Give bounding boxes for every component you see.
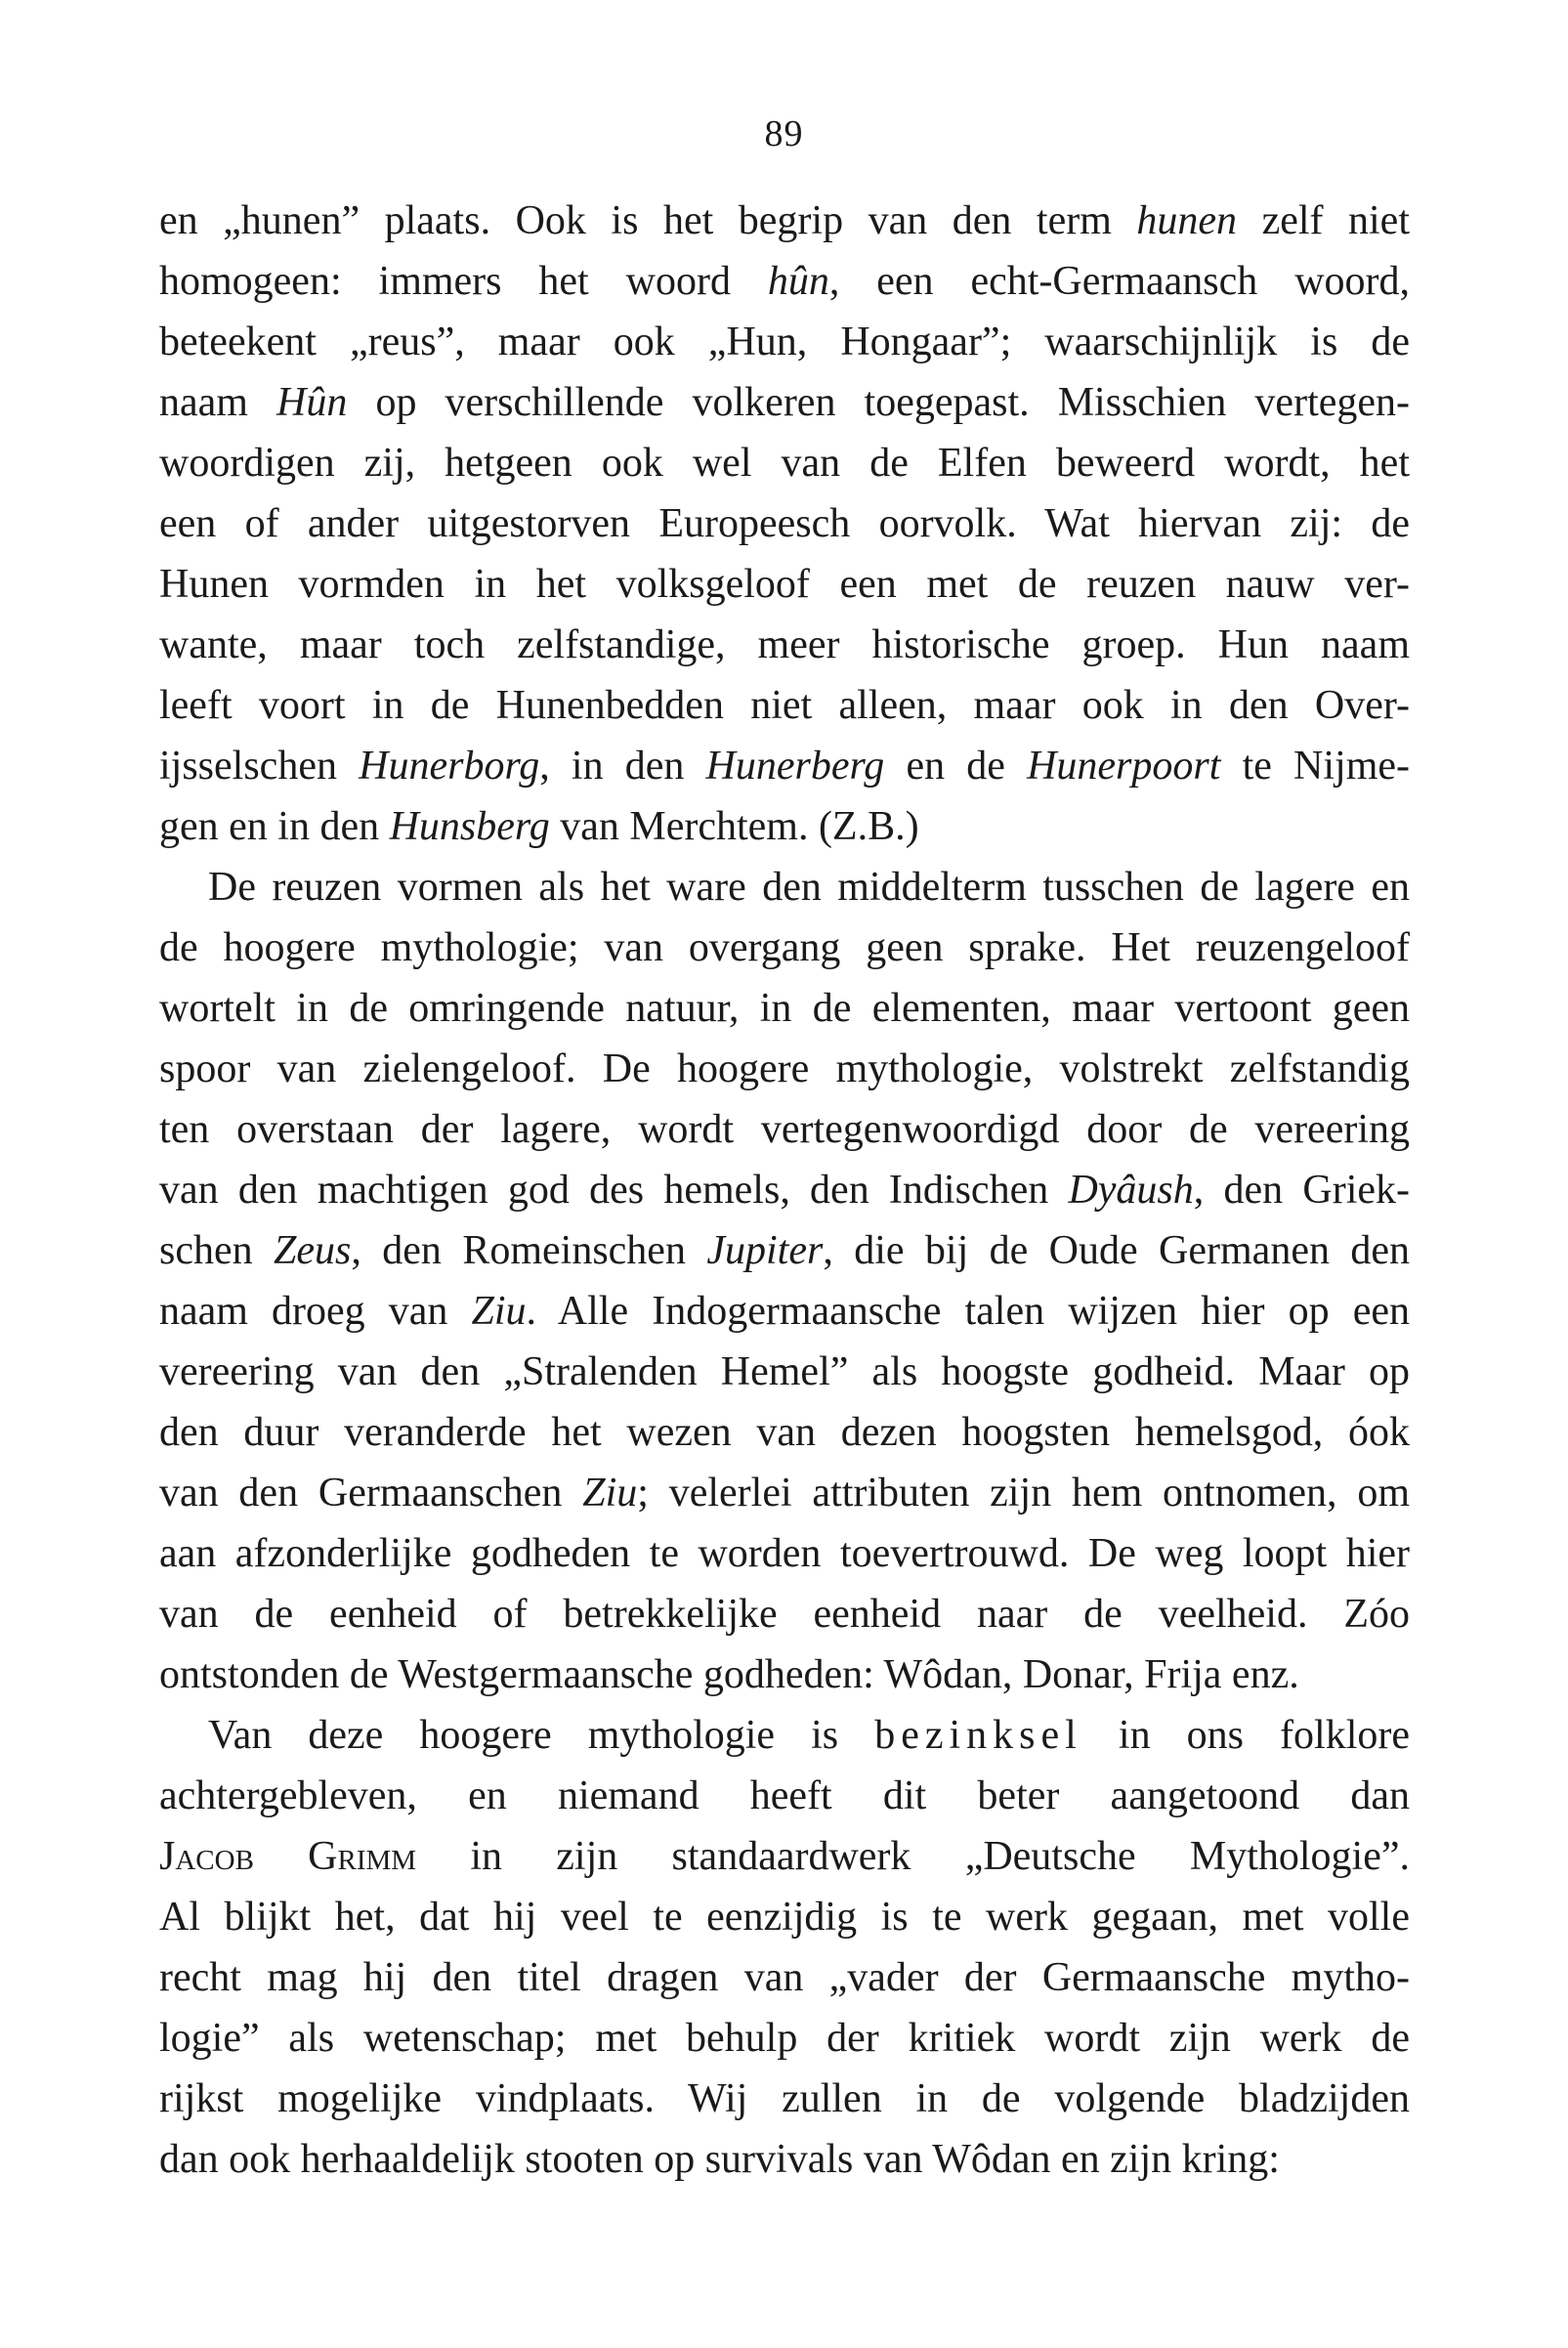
italic-term: Hunerberg (705, 744, 885, 789)
text-line (159, 1523, 1410, 1584)
page-number: 89 (764, 113, 804, 154)
paragraph-2 (159, 857, 1410, 1705)
text-segment: van den machtigen god des hemels, den Indischen (159, 1168, 1069, 1213)
text-segment: ; velerlei attributen zijn hem ontnomen, om (637, 1471, 1410, 1516)
text-line (159, 1705, 1410, 1766)
text-segment: aan afzonderlijke godheden te worden toevertrouwd. De weg loopt hier (159, 1531, 1410, 1576)
text-segment: ontstonden de Westgermaansche godheden: Wôdan, Donar, Frija enz. (159, 1652, 1299, 1697)
text-line (159, 554, 1410, 615)
text-segment: Van deze hoogere mythologie is (208, 1713, 875, 1758)
text-segment: van Merchtem. (Z.B.) (549, 804, 919, 849)
text-line (159, 1402, 1410, 1463)
text-line (159, 1826, 1410, 1887)
text-line (159, 1463, 1410, 1523)
text-line (159, 1160, 1410, 1220)
text-segment: , die bij de Oude Germanen den (823, 1228, 1410, 1273)
text-line (159, 1947, 1410, 2008)
text-line (159, 615, 1410, 675)
italic-term: hûn (767, 259, 829, 304)
text-line (159, 1887, 1410, 1947)
text-line (159, 1099, 1410, 1160)
text-segment: , den Romeinschen (351, 1228, 707, 1273)
text-segment: de hoogere mythologie; van overgang geen sprake. Het reuzengeloof (159, 925, 1410, 970)
text-segment: van de eenheid of betrekkelijke eenheid naar de veelheid. Zóo (159, 1592, 1410, 1637)
text-segment: Al blijkt het, dat hij veel te eenzijdig is te werk gegaan, met volle (159, 1895, 1410, 1940)
text-line (159, 857, 1410, 918)
author-name: Jacob Grimm (159, 1834, 417, 1879)
text-segment: woordigen zij, hetgeen ook wel van de Elfen beweerd wordt, het (159, 441, 1410, 486)
text-segment: Hunen vormden in het volksgeloof een met de reuzen nauw ver- (159, 562, 1410, 607)
text-segment: schen (159, 1228, 275, 1273)
text-segment: zelf niet (1237, 198, 1410, 243)
text-segment: een of ander uitgestorven Europeesch oorvolk. Wat hiervan zij: de (159, 501, 1410, 546)
text-segment: in ons folklore (1081, 1713, 1411, 1758)
italic-term: Hunsberg (389, 804, 550, 849)
italic-term: Dyâush (1068, 1168, 1194, 1213)
text-segment: naam droeg van (159, 1289, 472, 1334)
paragraph-1 (159, 191, 1410, 857)
text-segment: vereering van den „Stralenden Hemel” als hoogste godheid. Maar op (159, 1349, 1410, 1394)
text-line (159, 736, 1410, 796)
text-segment: , in den (539, 744, 706, 789)
text-segment: wortelt in de omringende natuur, in de elementen, maar vertoont geen (159, 986, 1410, 1031)
text-segment: achtergebleven, en niemand heeft dit beter aangetoond dan (159, 1773, 1410, 1818)
text-segment: , den Griek- (1193, 1168, 1410, 1213)
text-segment: , een echt-Germaansch woord, (828, 259, 1411, 304)
text-segment: homogeen: immers het woord (159, 259, 768, 304)
text-line (159, 675, 1410, 736)
text-segment: en „hunen” plaats. Ook is het begrip van den term (159, 198, 1137, 243)
text-line (159, 1342, 1410, 1402)
text-line (159, 1039, 1410, 1099)
text-segment: recht mag hij den titel dragen van „vader der Germaansche mytho- (159, 1955, 1410, 2000)
italic-term: Zeus (274, 1228, 352, 1273)
text-segment: De reuzen vormen als het ware den middelterm tusschen de lagere en (208, 865, 1410, 910)
text-line (159, 796, 1410, 857)
text-segment: op verschillende volkeren toegepast. Misschien vertegen- (347, 380, 1411, 425)
italic-term: Hunerborg (359, 744, 540, 789)
text-line (159, 1644, 1410, 1705)
text-segment: rijkst mogelijke vindplaats. Wij zullen in de volgende bladzijden (159, 2076, 1410, 2121)
text-line (159, 978, 1410, 1039)
text-segment: dan ook herhaaldelijk stooten op survivals van Wôdan en zijn kring: (159, 2137, 1280, 2182)
text-line (159, 2008, 1410, 2069)
text-segment: ten overstaan der lagere, wordt vertegenwoordigd door de vereering (159, 1107, 1410, 1152)
italic-term: hunen (1136, 198, 1238, 243)
text-segment: den duur veranderde het wezen van dezen hoogsten hemelsgod, óok (159, 1410, 1410, 1455)
text-line (159, 1220, 1410, 1281)
text-line (159, 372, 1410, 433)
text-line (159, 2129, 1410, 2190)
text-line (159, 493, 1410, 554)
text-line (159, 433, 1410, 493)
text-line (159, 312, 1410, 372)
text-line (159, 251, 1410, 312)
text-line (159, 1584, 1410, 1644)
body-text (159, 191, 1410, 2190)
text-segment: in zijn standaardwerk „Deutsche Mythologie”. (416, 1834, 1410, 1879)
text-segment: spoor van zielengeloof. De hoogere mythologie, volstrekt zelfstandig (159, 1046, 1410, 1091)
italic-term: Jupiter (706, 1228, 824, 1273)
text-segment: . Alle Indogermaansche talen wijzen hier op een (526, 1289, 1410, 1334)
text-line (159, 191, 1410, 251)
text-segment: wante, maar toch zelfstandige, meer historische groep. Hun naam (159, 622, 1410, 667)
italic-term: Ziu (471, 1289, 527, 1334)
text-segment: beteekent „reus”, maar ook „Hun, Hongaar”; waarschijnlijk is de (159, 320, 1410, 364)
text-line (159, 2069, 1410, 2129)
text-segment: leeft voort in de Hunenbedden niet alleen, maar ook in den Over- (159, 683, 1410, 728)
italic-term: Hunerpoort (1027, 744, 1221, 789)
text-segment: logie” als wetenschap; met behulp der kritiek wordt zijn werk de (159, 2016, 1410, 2061)
italic-term: Hûn (276, 380, 348, 425)
text-line (159, 1766, 1410, 1826)
text-segment: naam (159, 380, 277, 425)
text-segment: en de (884, 744, 1028, 789)
text-line (159, 918, 1410, 978)
paragraph-3 (159, 1705, 1410, 2190)
text-segment: ijsselschen (159, 744, 360, 789)
text-segment: gen en in den (159, 804, 390, 849)
italic-term: Ziu (582, 1471, 638, 1516)
text-segment: te Nijme- (1220, 744, 1411, 789)
emphasized-term: bezinksel (874, 1713, 1082, 1758)
text-segment: van den Germaanschen (159, 1471, 583, 1516)
text-line (159, 1281, 1410, 1342)
